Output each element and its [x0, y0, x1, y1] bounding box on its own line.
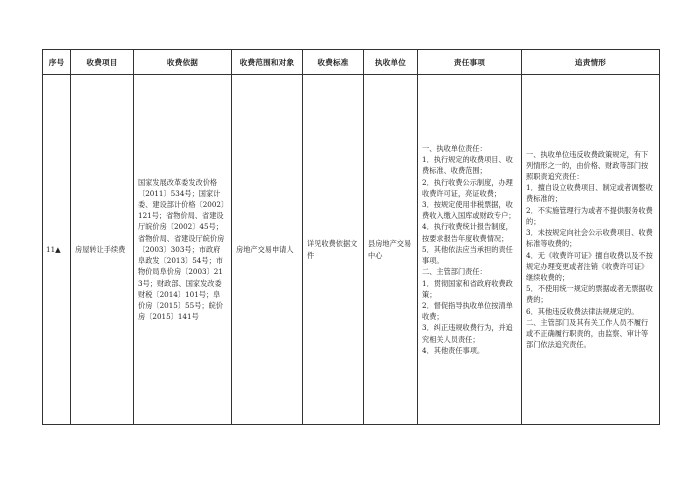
standard-text: 详见收费依据文件: [307, 239, 358, 260]
duties-text: 一、执收单位责任： 1．执行规定的收费项目、收费标准、收费范围； 2．执行收费公示制度，办理收费许可证，亮证收费； 3．按规定使用非税票据，收费收入缴入国库或财政专户； 4．执行收费统计报告制度，按要求报告年度收费情况； 5．其他依法应当承担的责任事项。 二、主管部门责任： 1．贯彻国家和省政府收费政策； 2．督促指导执收单位按清单收费； 3．纠正违规收费行为，并追究相关人员责任； 4．其他责任事项。: [422, 144, 516, 355]
header-duties: 责任事项: [418, 50, 522, 75]
table-row: [43, 75, 660, 425]
header-scope: 收费范围和对象: [232, 50, 303, 75]
header-basis: 收费依据: [134, 50, 232, 75]
header-standard: 收费标准: [303, 50, 364, 75]
seq-text: 11▲: [46, 244, 61, 254]
cell-scope: [232, 75, 303, 425]
unit-text: 县房地产交易中心: [368, 239, 412, 260]
header-item: 收费项目: [71, 50, 134, 75]
cell-unit: [364, 75, 418, 425]
cell-accountability: [522, 75, 660, 425]
cell-duties: [418, 75, 522, 425]
scope-text: 房地产交易申请人: [236, 244, 294, 254]
cell-standard: [303, 75, 364, 425]
fee-table: [42, 49, 660, 425]
cell-seq: [43, 75, 71, 425]
header-row: [43, 50, 660, 75]
header-accountability: 追责情形: [522, 50, 660, 75]
cell-basis: [134, 75, 232, 425]
header-seq: 序号: [43, 50, 71, 75]
item-text: 房屋转让手续费: [75, 244, 126, 254]
cell-item: [71, 75, 134, 425]
header-unit: 执收单位: [364, 50, 418, 75]
accountability-text: 一、执收单位违反收费政策规定，有下列情形之一的，由价格、财政等部门按照职责追究责任： 1．擅自设立收费项目、制定或者调整收费标准的； 2．不实施管理行为或者不提供服务收费的； 3．未按规定向社会公示收费项目、收费标准等收费的； 4．无《收费许可证》擅自收费以及不按规定办理变更或者注销《收费许可证》继续收费的； 5．不使用统一规定的票据或者无票据收费的； 6．其他违反收费法律法规规定的。 二、主管部门及其有关工作人员不履行或不正确履行职责的，由监察、审计等部门依法追究责任。: [526, 149, 653, 350]
basis-text: 国家发展改革委发改价格〔2011〕534号；国家计委、建设部计价格〔2002〕121号；省物价局、省建设厅皖价房〔2002〕45号；省物价局、省建设厅皖价房〔2003〕303号；市政府阜政发〔2013〕54号；市物价局阜价房〔2003〕213号；财政部、国家发改委财税〔2014〕101号；阜价房〔2015〕55号；皖价房〔2015〕141号: [138, 177, 225, 322]
